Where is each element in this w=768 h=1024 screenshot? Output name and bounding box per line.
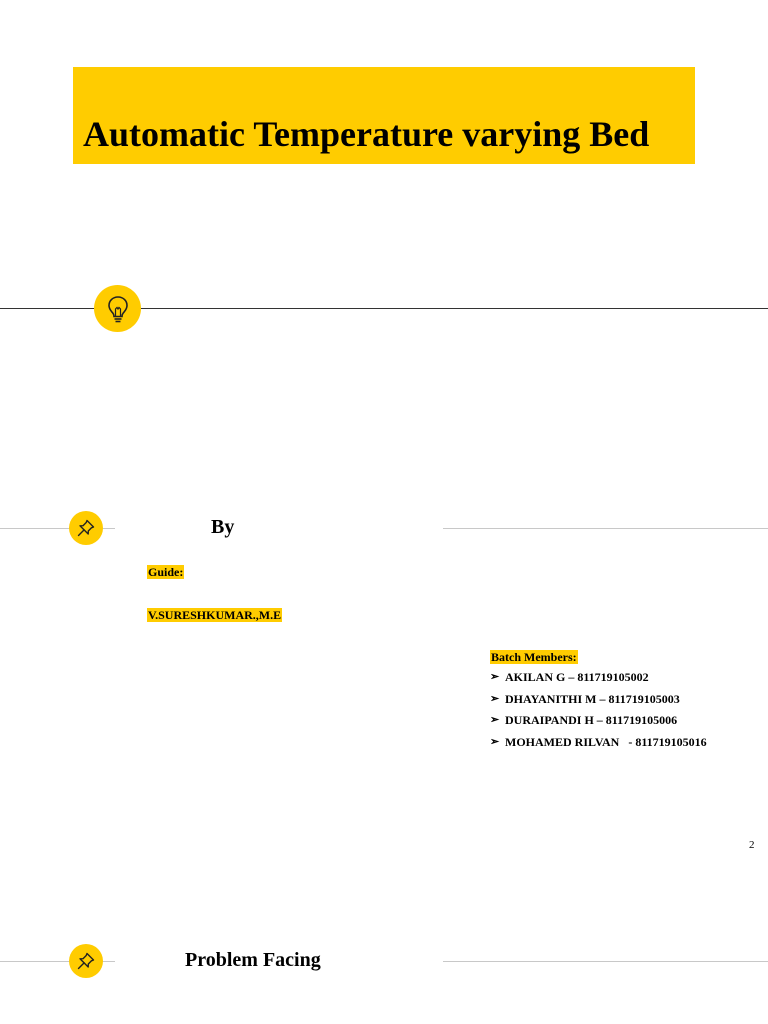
arrow-bullet-icon: ➢ — [490, 714, 500, 727]
page-number: 2 — [749, 839, 755, 851]
pushpin-badge — [69, 511, 103, 545]
list-item: ➢ MOHAMED RILVAN - 811719105016 — [490, 735, 707, 750]
pushpin-icon — [76, 951, 96, 971]
heading-rule-right — [443, 528, 768, 529]
arrow-bullet-icon: ➢ — [490, 736, 500, 749]
section-heading-by: By — [211, 516, 235, 538]
arrow-bullet-icon: ➢ — [490, 692, 500, 705]
batch-members-label: Batch Members: — [491, 650, 577, 664]
lightbulb-badge — [94, 285, 141, 332]
pushpin-badge — [69, 944, 103, 978]
slide-title: Automatic Temperature varying Bed — [83, 114, 650, 154]
list-item: ➢ DURAIPANDI H – 811719105006 — [490, 713, 678, 728]
section-heading-problem-facing: Problem Facing — [185, 949, 321, 971]
lightbulb-icon — [105, 294, 131, 324]
members-list — [490, 670, 707, 757]
pushpin-icon — [76, 518, 96, 538]
title-banner — [73, 67, 695, 164]
list-item: ➢ AKILAN G – 811719105002 — [490, 670, 649, 684]
guide-name: V.SURESHKUMAR.,M.E — [148, 608, 282, 622]
guide-label: Guide: — [148, 565, 184, 579]
heading-rule-right — [443, 961, 768, 962]
arrow-bullet-icon: ➢ — [490, 671, 500, 683]
list-item: ➢ DHAYANITHI M – 811719105003 — [490, 691, 680, 706]
